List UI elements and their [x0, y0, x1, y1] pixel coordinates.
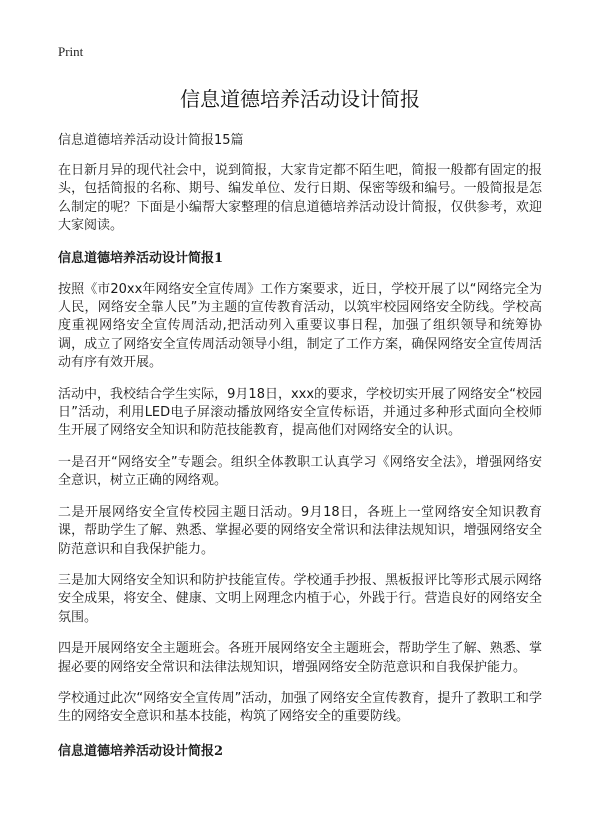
section-1-paragraph-2: 活动中，我校结合学生实际，9月18日，xxx的要求，学校切实开展了网络安全“校园日”活动，利用LED电子屏滚动播放网络安全宣传标语，并通过多种形式面向全校师生开展了网络安全知识和防范技能教育，提高他们对网络安全的认识。 — [58, 386, 542, 439]
section-1-paragraph-3: 一是召开“网络安全”专题会。组织全体教职工认真学习《网络安全法》，增强网络安全意识，树立正确的网络观。 — [58, 454, 542, 489]
section-1-paragraph-1: 按照《市20xx年网络安全宣传周》工作方案要求，近日，学校开展了以“网络完全为人民，网络安全靠人民”为主题的宣传教育活动，以筑牢校园网络安全防线。学校高度重视网络安全宣传周活动,把活动列入重要议事日程，加强了组织领导和统筹协调，成立了网络安全宣传周活动领导小组，制定了工作方案，确保网络安全宣传周活动有序有效开展。 — [58, 281, 542, 371]
document-subtitle: 信息道德培养活动设计简报15篇 — [58, 133, 244, 148]
section-heading-1: 信息道德培养活动设计简报1 — [58, 250, 224, 266]
section-1-paragraph-5: 三是加大网络安全知识和防护技能宣传。学校通手抄报、黑板报评比等形式展示网络安全成果，将安全、健康、文明上网理念内植于心，外践于行。营造良好的网络安全氛围。 — [58, 572, 542, 625]
section-1-paragraph-6: 四是开展网络安全主题班会。各班开展网络安全主题班会，帮助学生了解、熟悉、掌握必要的网络安全常识和法律法规知识，增强网络安全防范意识和自我保护能力。 — [58, 641, 542, 675]
section-heading-2: 信息道德培养活动设计简报2 — [58, 743, 224, 759]
section-1-paragraph-7: 学校通过此次“网络安全宣传周”活动，加强了网络安全宣传教育，提升了教职工和学生的网络安全意识和基本技能，构筑了网络安全的重要防线。 — [58, 690, 542, 725]
section-1-paragraph-4: 二是开展网络安全宣传校园主题日活动。9月18日，各班上一堂网络安全知识教育课，帮助学生了解、熟悉、掌握必要的网络安全常识和法律法规知识，增强网络安全防范意识和自我保护能力。 — [58, 504, 542, 557]
page-title: 信息道德培养活动设计简报 — [180, 87, 420, 111]
print-label[interactable]: Print — [58, 44, 84, 59]
intro-paragraph: 在日新月异的现代社会中，说到简报，大家肯定都不陌生吧，简报一般都有固定的报头，包括简报的名称、期号、编发单位、发行日期、保密等级和编号。一般简报是怎么制定的呢？下面是小编帮大家整理的信息道德培养活动设计简报，仅供参考，欢迎大家阅读。 — [58, 163, 542, 234]
